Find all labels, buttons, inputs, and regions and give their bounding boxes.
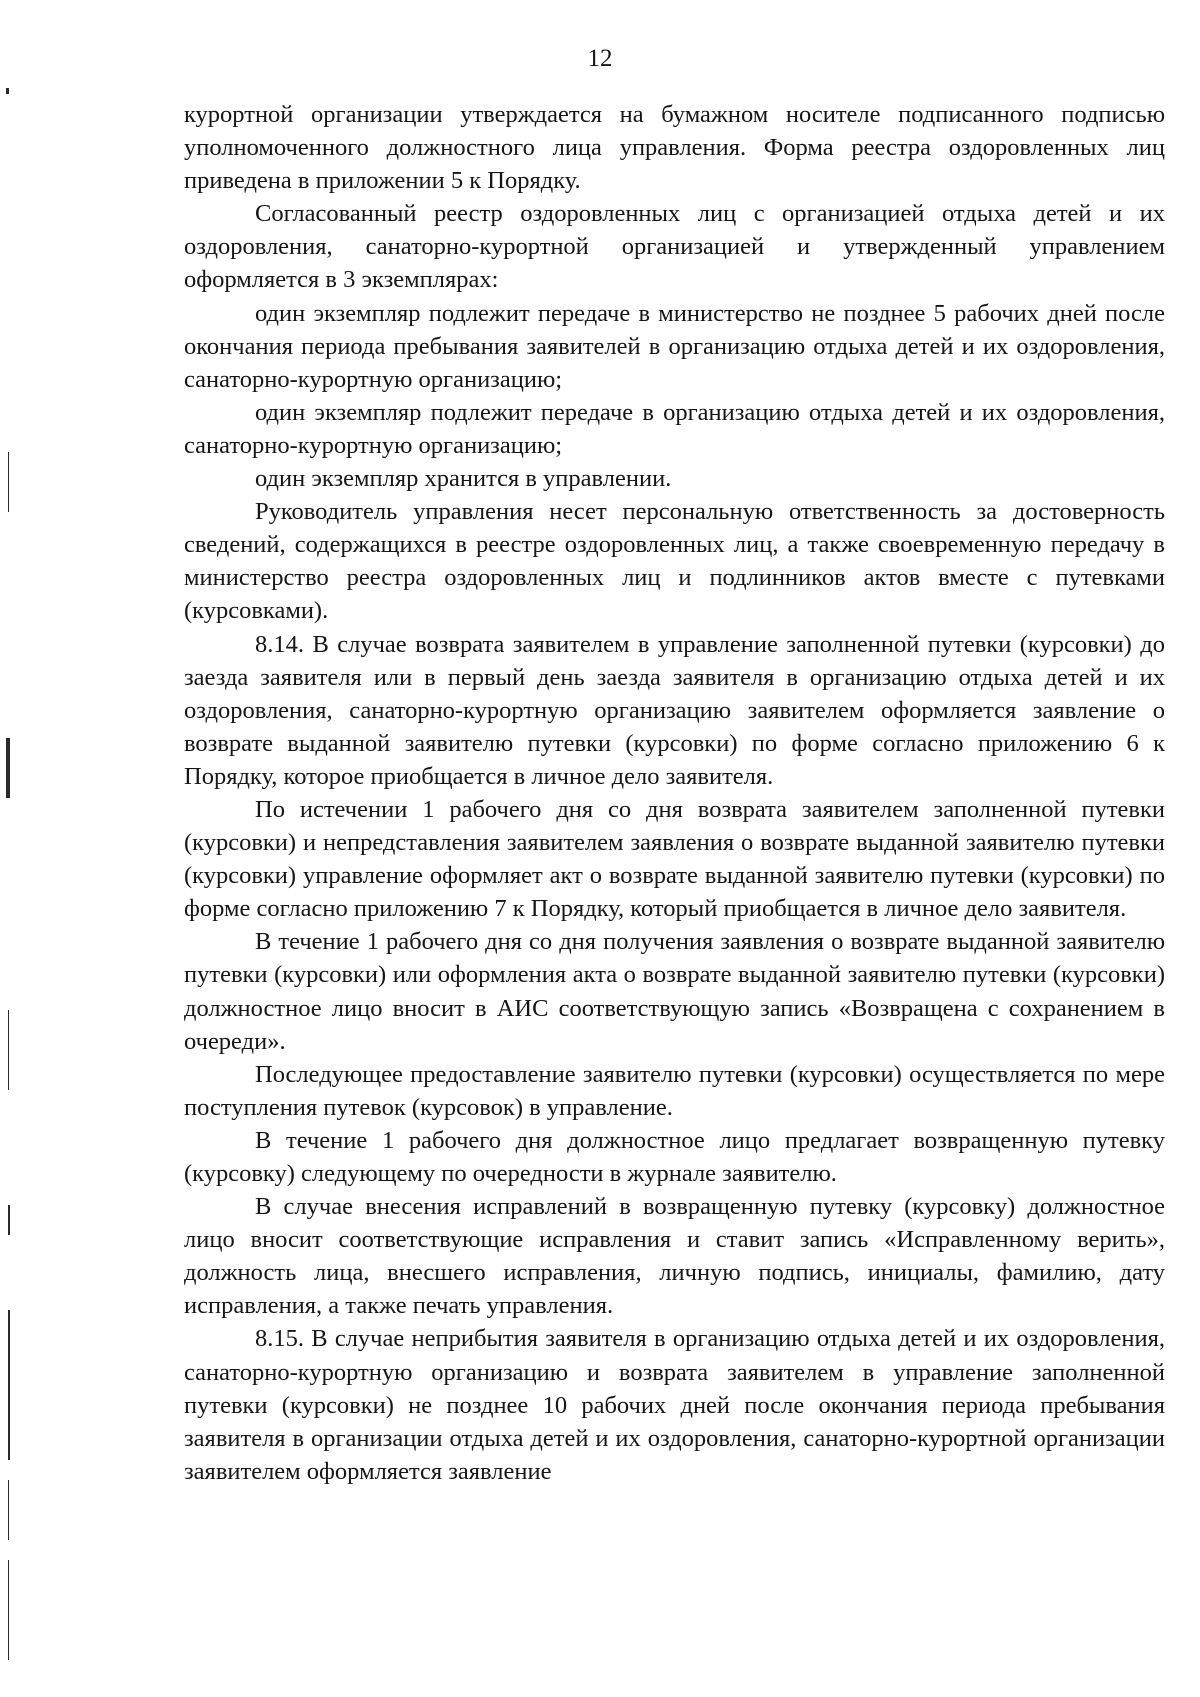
paragraph: один экземпляр хранится в управлении. (255, 465, 672, 493)
page-number: 12 (587, 45, 613, 72)
paragraph: Согласованный реестр оздоровленных лиц с организацией отдыха детей и их оздоровления, санаторно-курортной организацией и утвержденный управлением оформляется в 3 экземплярах: (184, 200, 1165, 294)
paragraph: Руководитель управления несет персональную ответственность за достоверность сведений, содержащихся в реестре оздоровленных лиц, а также своевременную передачу в министерство реестра оздоровленных лиц и подлинников актов вместе с путевками (курсовками). (184, 498, 1165, 625)
section-8-14-paragraph: 8.14. В случае возврата заявителем в управление заполненной путевки (курсовки) до заезда заявителя или в первый день заезда заявителя в организацию отдыха детей и их оздоровления, санаторно-курортную организацию заявителем оформляется заявление о возврате выданной заявителю путевки (курсовки) по форме согласно приложению 6 к Порядку, которое приобщается в личное дело заявителя. (184, 630, 1165, 790)
document-body (184, 98, 1165, 1488)
paragraph: По истечении 1 рабочего дня со дня возврата заявителем заполненной путевки (курсовки) и непредставления заявителем заявления о возврате выданной заявителю путевки (курсовки) управление оформляет акт о возврате выданной заявителю путевки (курсовки) по форме согласно приложению 7 к Порядку, который приобщается в личное дело заявителя. (184, 795, 1165, 923)
paragraph: В течение 1 рабочего дня со дня получения заявления о возврате выданной заявителю путевки (курсовки) или оформления акта о возврате выданной заявителю путевки (курсовки) должностное лицо вносит в АИС соответствующую запись «Возвращена с сохранением в очереди». (184, 928, 1165, 1055)
paragraph: В течение 1 рабочего дня должностное лицо предлагает возвращенную путевку (курсовку) следующему по очередности в журнале заявителю. (184, 1126, 1165, 1187)
section-8-15-paragraph: 8.15. В случае неприбытия заявителя в организацию отдыха детей и их оздоровления, санаторно-курортную организацию и возврата заявителем в управление заполненной путевки (курсовки) не позднее 10 рабочих дней после окончания периода пребывания заявителя в организации отдыха детей и их оздоровления, санаторно-курортной организации заявителем оформляется заявление (184, 1325, 1165, 1485)
paragraph: В случае внесения исправлений в возвращенную путевку (курсовку) должностное лицо вносит соответствующие исправления и ставит запись «Исправленному верить», должность лица, внесшего исправления, личную подпись, инициалы, фамилию, дату исправления, а также печать управления. (184, 1193, 1165, 1320)
paragraph: один экземпляр подлежит передаче в министерство не позднее 5 рабочих дней после окончания периода пребывания заявителей в организацию отдыха детей и их оздоровления, санаторно-курортную организацию; (184, 299, 1165, 393)
paragraph: Последующее предоставление заявителю путевки (курсовки) осуществляется по мере поступления путевок (курсовок) в управление. (184, 1060, 1165, 1121)
paragraph: курортной организации утверждается на бумажном носителе подписанного подписью уполномоченного должностного лица управления. Форма реестра оздоровленных лиц приведена в приложении 5 к Порядку. (184, 101, 1165, 195)
scan-edge-artifacts (0, 0, 40, 1697)
paragraph: один экземпляр подлежит передаче в организацию отдыха детей и их оздоровления, санаторно-курортную организацию; (184, 398, 1165, 459)
